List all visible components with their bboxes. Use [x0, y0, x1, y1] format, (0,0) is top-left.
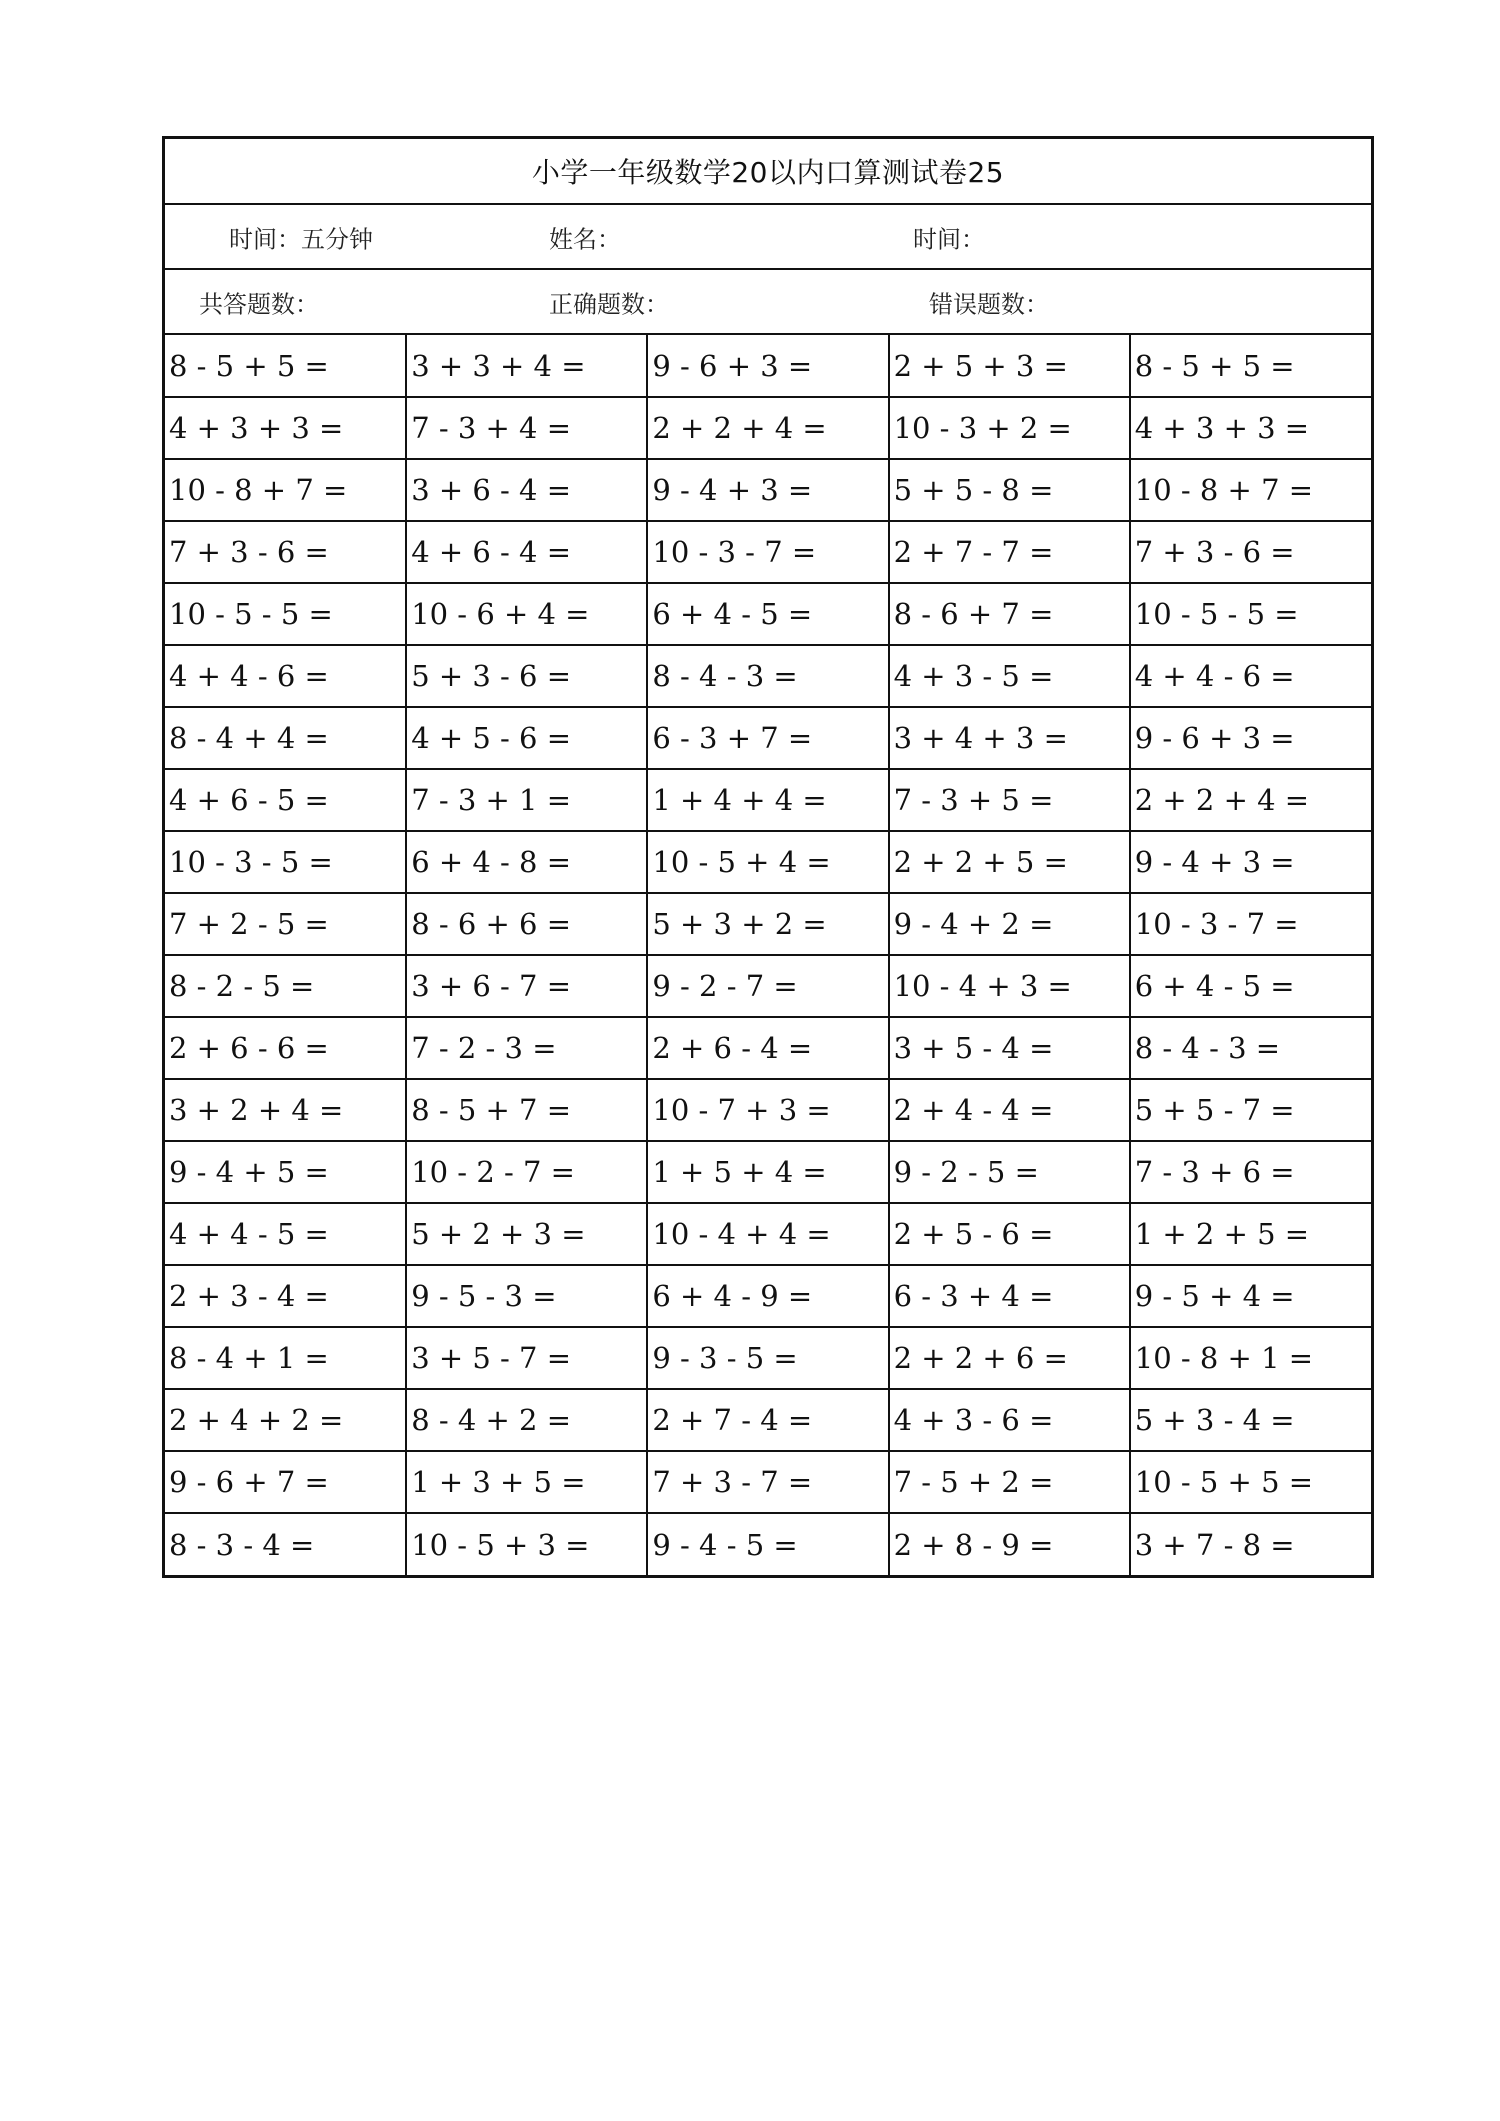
problem-cell: 10 - 4 + 4 =	[647, 1203, 888, 1265]
wrong-count-label: 错误题数：	[929, 290, 1049, 318]
problem-cell: 6 + 4 - 8 =	[406, 831, 647, 893]
problem-cell: 2 + 6 - 6 =	[165, 1017, 406, 1079]
problem-cell: 9 - 6 + 7 =	[165, 1451, 406, 1513]
problem-cell: 4 + 6 - 5 =	[165, 769, 406, 831]
problem-cell: 7 - 5 + 2 =	[889, 1451, 1130, 1513]
name-label: 姓名：	[549, 225, 621, 253]
problem-row	[165, 1079, 1371, 1141]
problem-row	[165, 521, 1371, 583]
problem-cell: 8 - 3 - 4 =	[165, 1513, 406, 1575]
problem-cell: 7 - 3 + 4 =	[406, 397, 647, 459]
problem-cell: 9 - 6 + 3 =	[1130, 707, 1371, 769]
problem-cell: 10 - 3 - 5 =	[165, 831, 406, 893]
problem-row	[165, 397, 1371, 459]
problem-cell: 1 + 4 + 4 =	[647, 769, 888, 831]
problem-row	[165, 1513, 1371, 1575]
problem-cell: 10 - 4 + 3 =	[889, 955, 1130, 1017]
problem-cell: 10 - 5 + 4 =	[647, 831, 888, 893]
problem-cell: 2 + 5 + 3 =	[889, 335, 1130, 397]
time-label: 时间：	[913, 225, 985, 253]
problem-row	[165, 707, 1371, 769]
problem-cell: 8 - 4 + 2 =	[406, 1389, 647, 1451]
problem-cell: 2 + 2 + 4 =	[647, 397, 888, 459]
problem-cell: 9 - 4 - 5 =	[647, 1513, 888, 1575]
problem-cell: 5 + 3 - 6 =	[406, 645, 647, 707]
problem-cell: 7 + 2 - 5 =	[165, 893, 406, 955]
problem-cell: 1 + 2 + 5 =	[1130, 1203, 1371, 1265]
problem-row	[165, 1265, 1371, 1327]
problem-row	[165, 335, 1371, 397]
problem-cell: 8 - 5 + 5 =	[165, 335, 406, 397]
worksheet-title: 小学一年级数学20以内口算测试卷25	[165, 139, 1371, 205]
problem-cell: 4 + 4 - 6 =	[1130, 645, 1371, 707]
total-questions-label: 共答题数：	[199, 290, 319, 318]
problem-cell: 8 - 6 + 7 =	[889, 583, 1130, 645]
problem-cell: 8 - 4 - 3 =	[1130, 1017, 1371, 1079]
problem-cell: 10 - 5 + 3 =	[406, 1513, 647, 1575]
problem-cell: 8 - 4 + 4 =	[165, 707, 406, 769]
problem-cell: 2 + 2 + 4 =	[1130, 769, 1371, 831]
problem-cell: 6 + 4 - 9 =	[647, 1265, 888, 1327]
problem-cell: 1 + 5 + 4 =	[647, 1141, 888, 1203]
worksheet	[162, 136, 1374, 1578]
problem-cell: 10 - 7 + 3 =	[647, 1079, 888, 1141]
problem-cell: 7 + 3 - 6 =	[1130, 521, 1371, 583]
problem-cell: 4 + 3 - 6 =	[889, 1389, 1130, 1451]
problem-cell: 5 + 3 + 2 =	[647, 893, 888, 955]
problem-cell: 7 + 3 - 7 =	[647, 1451, 888, 1513]
problem-cell: 8 - 4 - 3 =	[647, 645, 888, 707]
problem-cell: 9 - 2 - 7 =	[647, 955, 888, 1017]
problem-cell: 3 + 4 + 3 =	[889, 707, 1130, 769]
problem-row	[165, 769, 1371, 831]
problem-cell: 10 - 3 - 7 =	[647, 521, 888, 583]
problem-cell: 2 + 4 + 2 =	[165, 1389, 406, 1451]
problem-cell: 9 - 4 + 2 =	[889, 893, 1130, 955]
problem-cell: 10 - 8 + 7 =	[165, 459, 406, 521]
problem-cell: 2 + 2 + 6 =	[889, 1327, 1130, 1389]
problem-cell: 9 - 4 + 3 =	[647, 459, 888, 521]
problem-row	[165, 459, 1371, 521]
problem-cell: 9 - 4 + 5 =	[165, 1141, 406, 1203]
problem-row	[165, 1203, 1371, 1265]
problem-cell: 2 + 5 - 6 =	[889, 1203, 1130, 1265]
problem-row	[165, 1327, 1371, 1389]
problem-cell: 5 + 2 + 3 =	[406, 1203, 647, 1265]
problem-cell: 9 - 2 - 5 =	[889, 1141, 1130, 1203]
problem-cell: 4 + 3 - 5 =	[889, 645, 1130, 707]
problem-cell: 2 + 7 - 4 =	[647, 1389, 888, 1451]
problem-cell: 10 - 8 + 1 =	[1130, 1327, 1371, 1389]
problem-cell: 10 - 8 + 7 =	[1130, 459, 1371, 521]
problem-cell: 3 + 5 - 4 =	[889, 1017, 1130, 1079]
problem-cell: 8 - 4 + 1 =	[165, 1327, 406, 1389]
problem-row	[165, 1389, 1371, 1451]
problem-cell: 7 + 3 - 6 =	[165, 521, 406, 583]
problem-cell: 2 + 2 + 5 =	[889, 831, 1130, 893]
problem-cell: 3 + 6 - 4 =	[406, 459, 647, 521]
problem-cell: 6 + 4 - 5 =	[647, 583, 888, 645]
problem-cell: 8 - 5 + 7 =	[406, 1079, 647, 1141]
problem-cell: 8 - 6 + 6 =	[406, 893, 647, 955]
problem-cell: 7 - 2 - 3 =	[406, 1017, 647, 1079]
problem-cell: 3 + 6 - 7 =	[406, 955, 647, 1017]
problem-row	[165, 583, 1371, 645]
problem-cell: 2 + 3 - 4 =	[165, 1265, 406, 1327]
problem-cell: 10 - 5 - 5 =	[1130, 583, 1371, 645]
problem-cell: 3 + 7 - 8 =	[1134, 1527, 1295, 1562]
problem-cell: 9 - 4 + 3 =	[1130, 831, 1371, 893]
problem-cell: 4 + 3 + 3 =	[165, 397, 406, 459]
problem-cell: 8 - 2 - 5 =	[165, 955, 406, 1017]
problem-cell: 10 - 3 - 7 =	[1130, 893, 1371, 955]
problem-cell: 7 - 3 + 6 =	[1130, 1141, 1371, 1203]
problem-cell: 3 + 2 + 4 =	[165, 1079, 406, 1141]
problem-cell: 5 + 5 - 8 =	[889, 459, 1130, 521]
problem-cell: 5 + 5 - 7 =	[1130, 1079, 1371, 1141]
problem-row	[165, 893, 1371, 955]
problem-cell: 9 - 6 + 3 =	[647, 335, 888, 397]
problem-cell: 9 - 5 - 3 =	[406, 1265, 647, 1327]
problem-cell: 7 - 3 + 5 =	[889, 769, 1130, 831]
problem-cell: 2 + 4 - 4 =	[889, 1079, 1130, 1141]
problem-row	[165, 831, 1371, 893]
problem-cell: 2 + 7 - 7 =	[889, 521, 1130, 583]
info-row-1	[165, 205, 1371, 270]
problem-cell: 2 + 8 - 9 =	[889, 1513, 1130, 1575]
problem-row	[165, 955, 1371, 1017]
problem-cell: 10 - 5 + 5 =	[1130, 1451, 1371, 1513]
problem-cell: 3 + 3 + 4 =	[406, 335, 647, 397]
problem-cell: 6 + 4 - 5 =	[1130, 955, 1371, 1017]
problem-cell: 10 - 3 + 2 =	[889, 397, 1130, 459]
problem-cell: 10 - 2 - 7 =	[406, 1141, 647, 1203]
problem-grid	[165, 335, 1371, 1575]
problem-cell: 8 - 5 + 5 =	[1130, 335, 1371, 397]
problem-row	[165, 1451, 1371, 1513]
problem-cell: 4 + 4 - 6 =	[165, 645, 406, 707]
problem-cell: 4 + 4 - 5 =	[165, 1203, 406, 1265]
problem-cell: 9 - 3 - 5 =	[647, 1327, 888, 1389]
problem-cell: 1 + 3 + 5 =	[406, 1451, 647, 1513]
problem-cell: 3 + 5 - 7 =	[406, 1327, 647, 1389]
problem-cell: 4 + 3 + 3 =	[1130, 397, 1371, 459]
info-row-2	[165, 270, 1371, 335]
problem-cell: 2 + 6 - 4 =	[647, 1017, 888, 1079]
problem-cell: 10 - 5 - 5 =	[165, 583, 406, 645]
problem-row	[165, 1141, 1371, 1203]
problem-cell: 5 + 3 - 4 =	[1130, 1389, 1371, 1451]
problem-row	[165, 1017, 1371, 1079]
problem-cell: 4 + 5 - 6 =	[406, 707, 647, 769]
correct-count-label: 正确题数：	[549, 290, 669, 318]
problem-cell: 7 - 3 + 1 =	[406, 769, 647, 831]
problem-cell: 10 - 6 + 4 =	[406, 583, 647, 645]
problem-cell: 6 - 3 + 7 =	[647, 707, 888, 769]
time-limit-label: 时间：五分钟	[229, 225, 373, 253]
problem-cell: 4 + 6 - 4 =	[406, 521, 647, 583]
problem-row	[165, 645, 1371, 707]
problem-cell: 9 - 5 + 4 =	[1130, 1265, 1371, 1327]
problem-cell: 6 - 3 + 4 =	[889, 1265, 1130, 1327]
